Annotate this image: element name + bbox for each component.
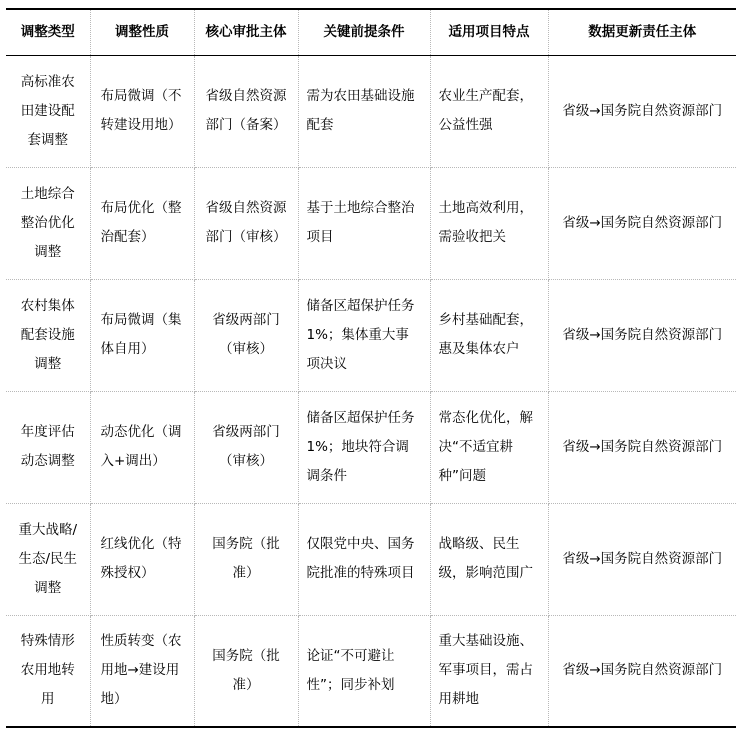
cell-project-features: 战略级、民生级，影响范围广 (430, 503, 548, 615)
cell-adjustment-nature: 红线优化（特殊授权） (90, 503, 194, 615)
cell-key-preconditions: 储备区超保护任务1%；集体重大事项决议 (298, 279, 430, 391)
cell-adjustment-nature: 布局微调（不转建设用地） (90, 55, 194, 167)
cell-project-features: 重大基础设施、军事项目，需占用耕地 (430, 615, 548, 727)
cell-core-approver: 省级两部门（审核） (194, 391, 298, 503)
cell-adjustment-nature: 动态优化（调入+调出） (90, 391, 194, 503)
policy-comparison-table (6, 8, 736, 728)
cell-data-update-responsible: 省级→国务院自然资源部门 (548, 615, 736, 727)
table-header-row (6, 9, 736, 55)
cell-data-update-responsible: 省级→国务院自然资源部门 (548, 391, 736, 503)
cell-core-approver: 国务院（批准） (194, 503, 298, 615)
table-row (6, 615, 736, 727)
header-adjustment-nature: 调整性质 (90, 9, 194, 55)
cell-data-update-responsible: 省级→国务院自然资源部门 (548, 55, 736, 167)
cell-adjustment-type: 土地综合整治优化调整 (6, 167, 90, 279)
cell-key-preconditions: 仅限党中央、国务院批准的特殊项目 (298, 503, 430, 615)
table-row (6, 167, 736, 279)
cell-project-features: 乡村基础配套，惠及集体农户 (430, 279, 548, 391)
cell-core-approver: 省级自然资源部门（审核） (194, 167, 298, 279)
cell-project-features: 农业生产配套，公益性强 (430, 55, 548, 167)
cell-key-preconditions: 储备区超保护任务1%；地块符合调调条件 (298, 391, 430, 503)
cell-adjustment-type: 高标准农田建设配套调整 (6, 55, 90, 167)
cell-adjustment-type: 年度评估动态调整 (6, 391, 90, 503)
table-row (6, 391, 736, 503)
header-data-update-responsible: 数据更新责任主体 (548, 9, 736, 55)
cell-data-update-responsible: 省级→国务院自然资源部门 (548, 279, 736, 391)
cell-project-features: 土地高效利用，需验收把关 (430, 167, 548, 279)
header-adjustment-type: 调整类型 (6, 9, 90, 55)
table-row (6, 503, 736, 615)
cell-key-preconditions: 需为农田基础设施配套 (298, 55, 430, 167)
cell-adjustment-nature: 布局微调（集体自用） (90, 279, 194, 391)
table-row (6, 55, 736, 167)
cell-data-update-responsible: 省级→国务院自然资源部门 (548, 503, 736, 615)
cell-core-approver: 国务院（批准） (194, 615, 298, 727)
header-project-features: 适用项目特点 (430, 9, 548, 55)
header-core-approver: 核心审批主体 (194, 9, 298, 55)
cell-adjustment-nature: 布局优化（整治配套） (90, 167, 194, 279)
cell-key-preconditions: 论证“不可避让性”；同步补划 (298, 615, 430, 727)
cell-adjustment-type: 重大战略/生态/民生调整 (6, 503, 90, 615)
cell-adjustment-type: 农村集体配套设施调整 (6, 279, 90, 391)
cell-adjustment-type: 特殊情形农用地转用 (6, 615, 90, 727)
cell-key-preconditions: 基于土地综合整治项目 (298, 167, 430, 279)
cell-data-update-responsible: 省级→国务院自然资源部门 (548, 167, 736, 279)
table-row (6, 279, 736, 391)
header-key-preconditions: 关键前提条件 (298, 9, 430, 55)
cell-core-approver: 省级两部门（审核） (194, 279, 298, 391)
cell-adjustment-nature: 性质转变（农用地→建设用地） (90, 615, 194, 727)
cell-project-features: 常态化优化，解决“不适宜耕种”问题 (430, 391, 548, 503)
cell-core-approver: 省级自然资源部门（备案） (194, 55, 298, 167)
